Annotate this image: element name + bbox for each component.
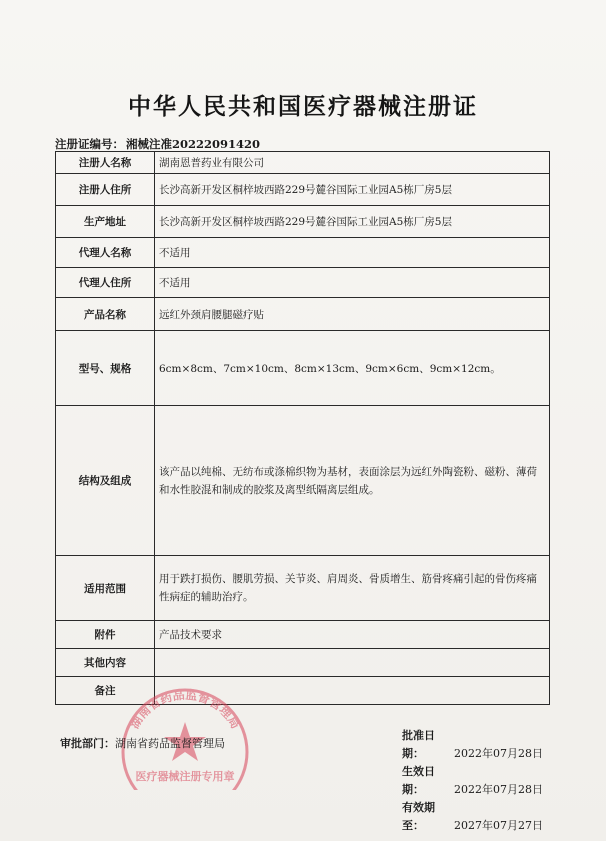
row-label: 产品名称 — [56, 298, 155, 331]
page-title: 中华人民共和国医疗器械注册证 — [128, 93, 478, 120]
table-row — [56, 238, 550, 268]
approval-date-label: 批准日期： — [402, 729, 435, 760]
table-row — [56, 174, 550, 206]
table-row — [56, 268, 550, 298]
approval-date-value: 2022年07月28日 — [454, 747, 543, 760]
row-label: 生产地址 — [56, 206, 155, 238]
table-row — [56, 406, 550, 556]
row-label: 附件 — [56, 621, 155, 649]
row-value: 长沙高新开发区桐梓坡西路229号麓谷国际工业园A5栋厂房5层 — [155, 174, 550, 206]
row-value: 不适用 — [155, 268, 550, 298]
row-value: 远红外颈肩腰腿磁疗贴 — [155, 298, 550, 331]
svg-text:医疗器械注册专用章: 医疗器械注册专用章 — [135, 770, 235, 783]
row-label: 注册人住所 — [56, 174, 155, 206]
expiry-date-value: 2027年07月27日 — [454, 819, 543, 832]
row-value: 长沙高新开发区桐梓坡西路229号麓谷国际工业园A5栋厂房5层 — [155, 206, 550, 238]
effective-date-label: 生效日期： — [402, 765, 435, 796]
table-row — [56, 621, 550, 649]
table-row — [56, 649, 550, 677]
table-row — [56, 556, 550, 621]
row-value: 用于跌打损伤、腰肌劳损、关节炎、肩周炎、骨质增生、筋骨疼痛引起的骨伤疼痛性病症的辅助治疗。 — [155, 556, 550, 621]
svg-text:湖南省药品监督管理局: 湖南省药品监督管理局 — [127, 687, 243, 732]
certificate-number-value: 湘械注准20222091420 — [126, 137, 261, 151]
table-row — [56, 331, 550, 406]
registration-table — [55, 151, 550, 705]
effective-date-value: 2022年07月28日 — [454, 783, 543, 796]
row-label: 代理人住所 — [56, 268, 155, 298]
table-row — [56, 298, 550, 331]
approval-department-label: 审批部门： — [60, 737, 115, 750]
certificate-number — [55, 136, 260, 152]
expiry-date-row — [402, 799, 543, 835]
row-label: 代理人名称 — [56, 238, 155, 268]
certificate-number-label: 注册证编号： — [55, 137, 124, 151]
approval-department — [60, 735, 225, 751]
row-value — [155, 649, 550, 677]
approval-department-value: 湖南省药品监督管理局 — [115, 737, 225, 750]
effective-date-row — [402, 763, 543, 799]
table-row — [56, 206, 550, 238]
row-label: 备注 — [56, 677, 155, 705]
expiry-date-label: 有效期至： — [402, 801, 435, 832]
row-label: 适用范围 — [56, 556, 155, 621]
row-value: 6cm×8cm、7cm×10cm、8cm×13cm、9cm×6cm、9cm×12cm。 — [155, 331, 550, 406]
row-label: 其他内容 — [56, 649, 155, 677]
row-label: 结构及组成 — [56, 406, 155, 556]
row-label: 注册人名称 — [56, 152, 155, 174]
approval-date-row — [402, 727, 543, 763]
row-label: 型号、规格 — [56, 331, 155, 406]
row-value: 不适用 — [155, 238, 550, 268]
table-row — [56, 152, 550, 174]
dates-block — [402, 727, 543, 835]
row-value: 产品技术要求 — [155, 621, 550, 649]
row-value: 该产品以纯棉、无纺布或涤棉织物为基材，表面涂层为远红外陶瓷粉、磁粉、薄荷和水性胶混和制成的胶浆及离型纸隔离层组成。 — [155, 406, 550, 556]
row-value: 湖南恩普药业有限公司 — [155, 152, 550, 174]
